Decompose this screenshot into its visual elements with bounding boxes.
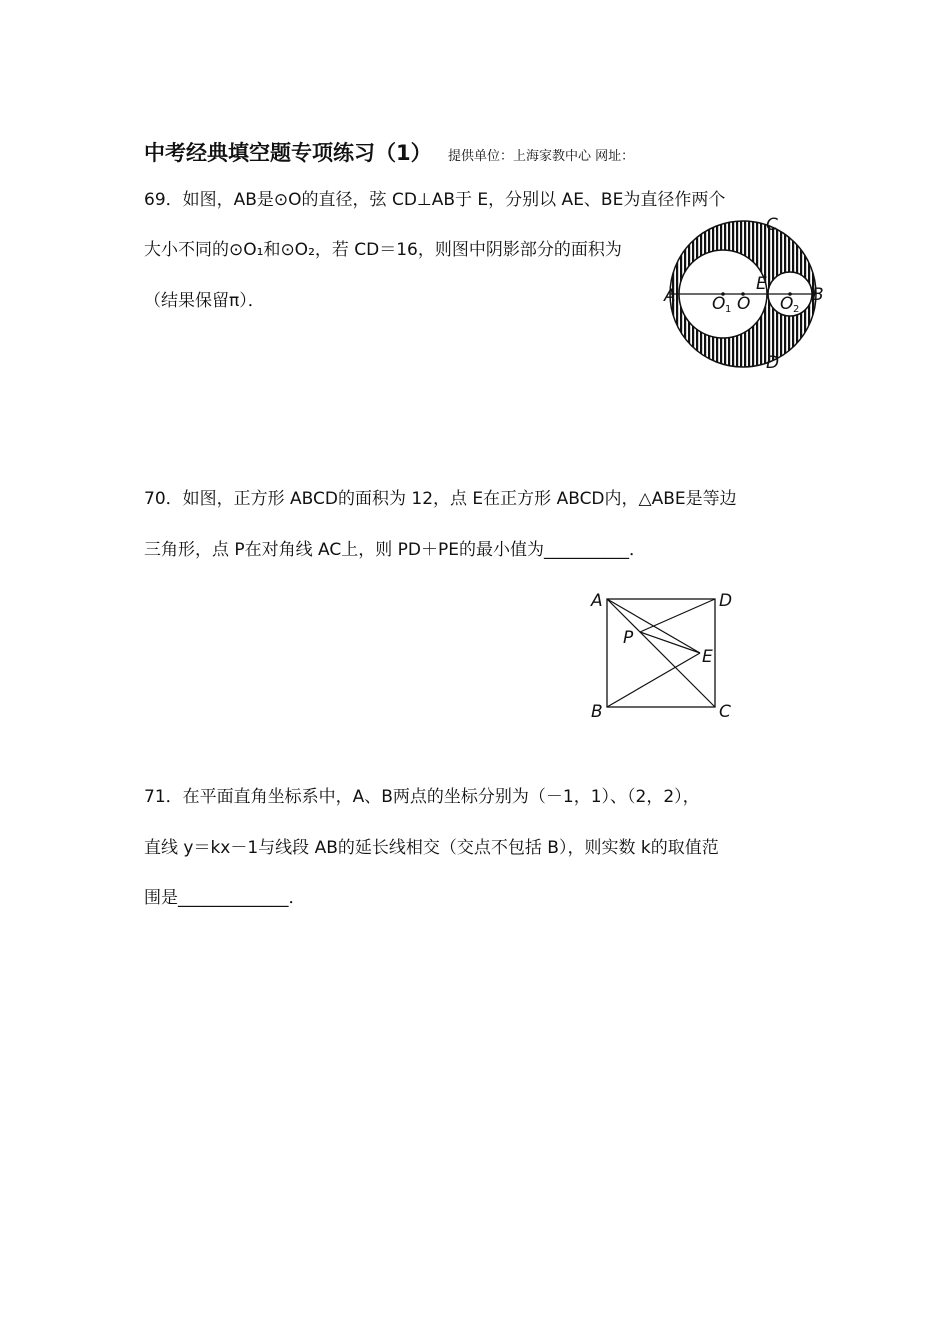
q71-line-1: 71．在平面直角坐标系中，A、B两点的坐标分别为（－1，1）、（2，2）， <box>144 787 700 807</box>
q69-label-c: C <box>766 215 778 235</box>
q69-line-1: 69．如图，AB是⊙O的直径，弦 CD⊥AB于 E，分别以 AE、BE为直径作两个 <box>144 190 726 210</box>
q69-line-3: （结果保留π）． <box>144 291 265 311</box>
q69-figure <box>660 210 840 375</box>
q69-label-b: B <box>812 285 824 305</box>
q70-label-a: A <box>591 591 603 611</box>
q70-line-2: 三角形，点 P在对角线 AC上，则 PD＋PE的最小值为__________． <box>144 540 646 560</box>
q69-line-2: 大小不同的⊙O₁和⊙O₂，若 CD＝16，则图中阴影部分的面积为 <box>144 240 622 260</box>
provider-info: 提供单位：上海家教中心 网址： <box>448 149 635 164</box>
q69-label-d: D <box>766 353 780 373</box>
q70-label-d: D <box>719 591 733 611</box>
q70-figure <box>585 585 745 725</box>
q70-label-e: E <box>702 647 713 667</box>
q69-label-a: A <box>664 286 676 306</box>
q69-label-o1-sub: 1 <box>725 304 732 315</box>
q69-label-o1: O <box>712 294 726 314</box>
q71-line-3: 围是_____________． <box>144 888 306 908</box>
q71-line-2: 直线 y＝kx－1与线段 AB的延长线相交（交点不包括 B），则实数 k的取值范 <box>144 838 719 858</box>
q70-line-1: 70．如图，正方形 ABCD的面积为 12，点 E在正方形 ABCD内，△ABE是等边 <box>144 489 737 509</box>
q70-label-c: C <box>719 702 731 722</box>
q70-segment-be <box>607 653 700 707</box>
page-title: 中考经典填空题专项练习（1） <box>144 141 432 165</box>
q70-label-p: P <box>623 628 634 648</box>
q69-label-o: O <box>737 294 751 314</box>
q69-label-o2: O <box>780 294 794 314</box>
q70-label-b: B <box>591 702 603 722</box>
q69-label-e: E <box>756 274 767 294</box>
q69-label-o2-sub: 2 <box>793 304 800 315</box>
q70-segment-pd <box>640 599 715 632</box>
